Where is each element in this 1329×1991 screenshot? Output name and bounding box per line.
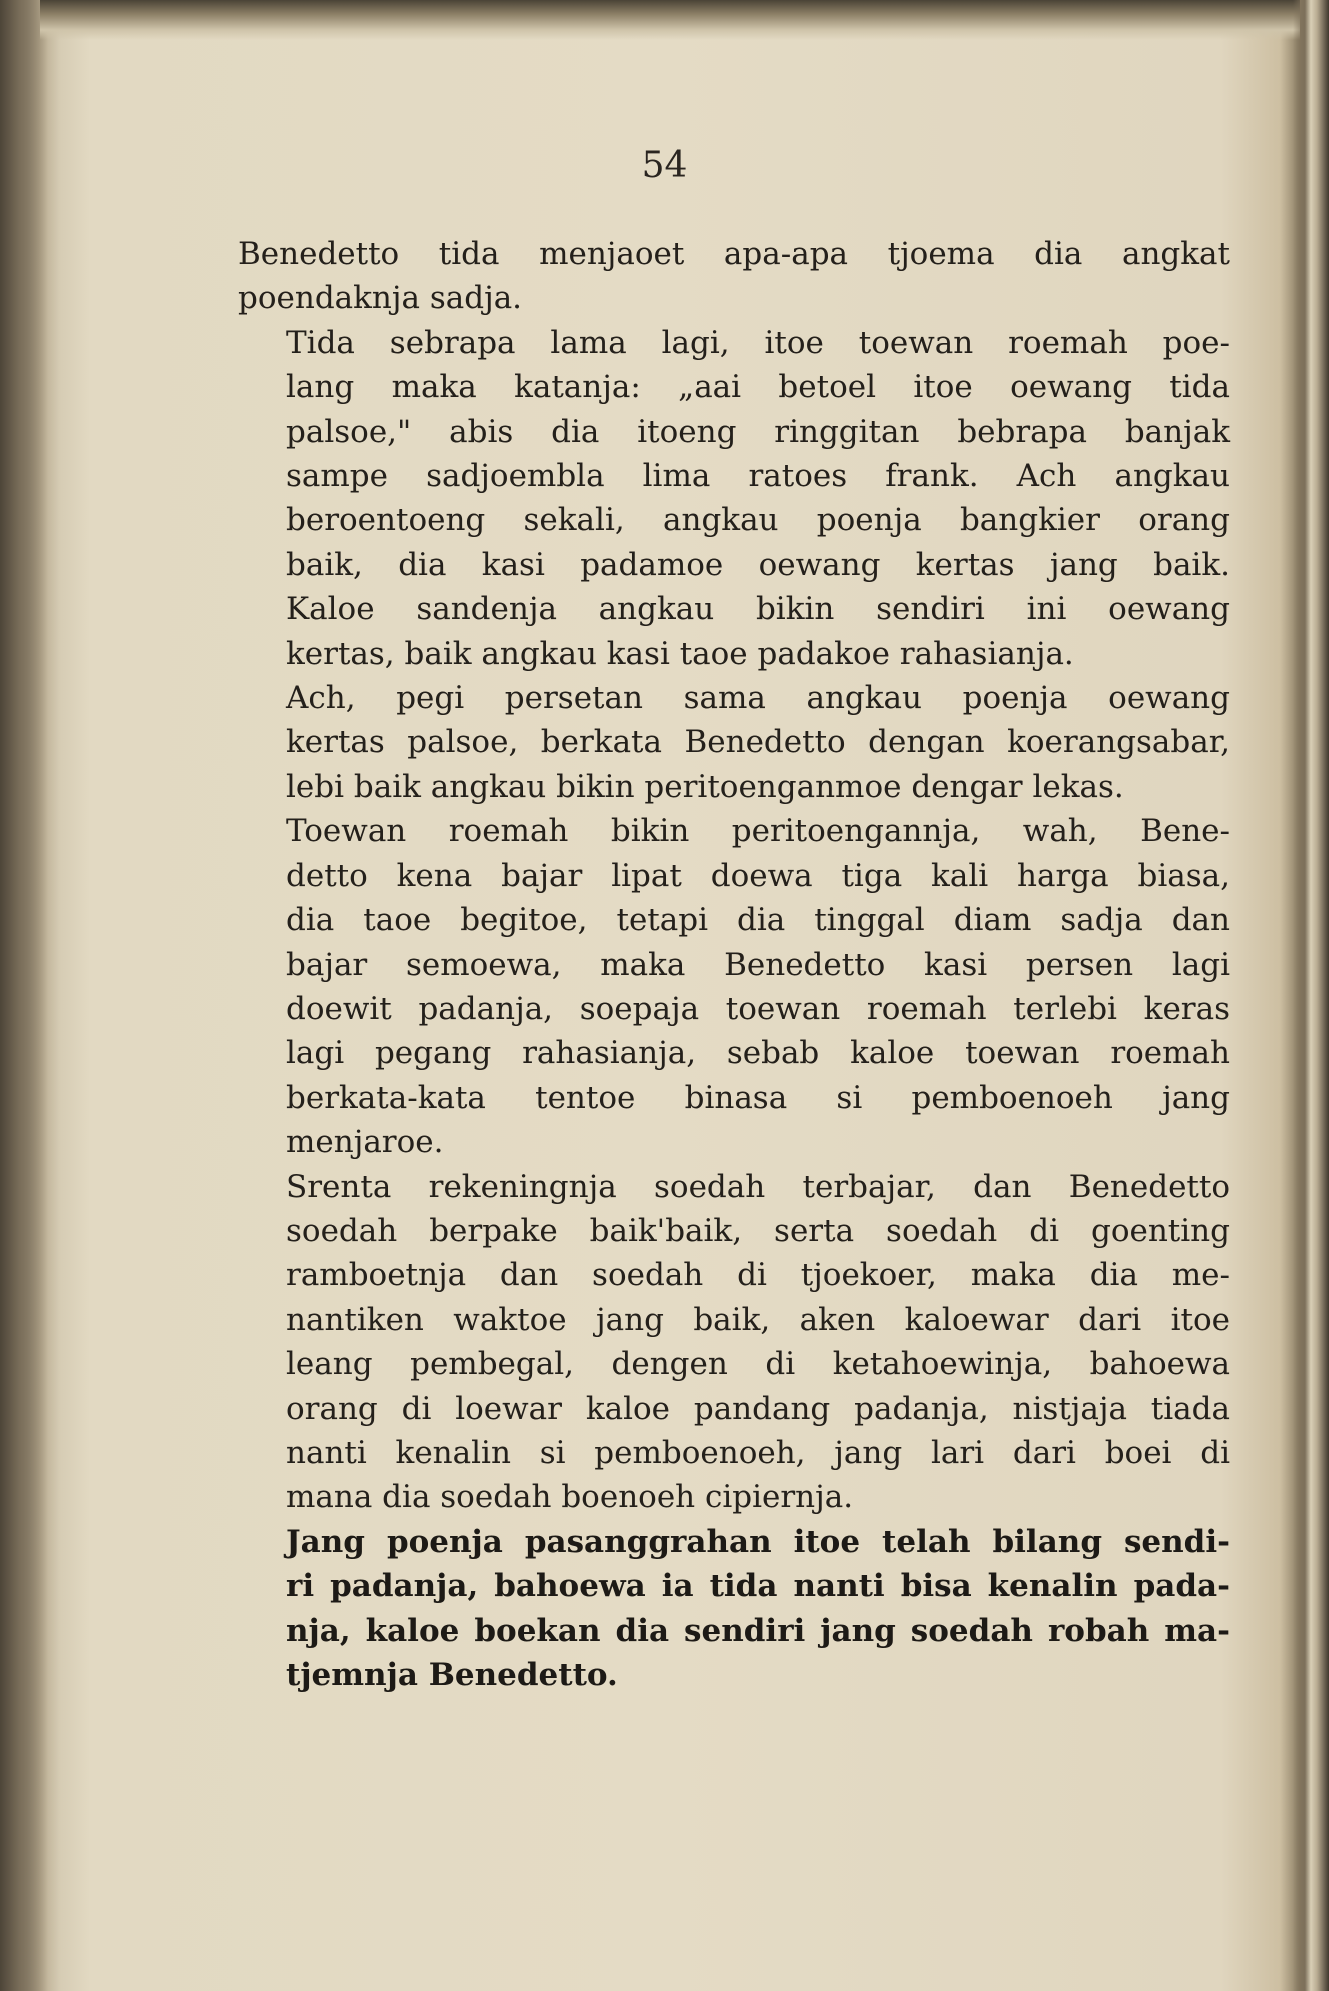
text-line: soedah berpake baik'baik, serta soedah di goenting xyxy=(286,1212,1230,1249)
text-line: tjemnja Benedetto. xyxy=(286,1657,618,1693)
page-number: 54 xyxy=(641,145,688,186)
text-line: beroentoeng sekali, angkau poenja bangkier orang xyxy=(286,502,1230,539)
text-line: ramboetnja dan soedah di tjoekoer, maka dia me- xyxy=(286,1257,1230,1294)
text-line: leang pembegal, dengen di ketahoewinja, bahoewa xyxy=(286,1346,1230,1383)
text-line: Jang poenja pasanggrahan itoe telah bilang sendi- xyxy=(286,1523,1230,1560)
text-line: poendaknja sadja. xyxy=(238,280,523,317)
text-line: doewit padanja, soepaja toewan roemah terlebi keras xyxy=(286,990,1230,1027)
text-line: sampe sadjoembla lima ratoes frank. Ach angkau xyxy=(286,458,1230,495)
text-line: Tida sebrapa lama lagi, itoe toewan roemah poe- xyxy=(286,324,1230,361)
paragraph xyxy=(238,1165,1230,1520)
text-line: dia taoe begitoe, tetapi dia tinggal diam sadja dan xyxy=(286,902,1230,939)
paragraph xyxy=(238,232,1230,321)
book-spine-shadow xyxy=(0,0,48,1991)
paragraph xyxy=(238,1520,1230,1698)
paragraph xyxy=(238,676,1230,809)
text-line: kertas, baik angkau kasi taoe padakoe rahasianja. xyxy=(286,635,1074,672)
text-line: detto kena bajar lipat doewa tiga kali harga biasa, xyxy=(286,857,1230,894)
text-line: Srenta rekeningnja soedah terbajar, dan Benedetto xyxy=(286,1168,1230,1205)
text-line: nantiken waktoe jang baik, aken kaloewar dari itoe xyxy=(286,1301,1230,1338)
text-line: nja, kaloe boekan dia sendiri jang soedah robah ma- xyxy=(286,1612,1230,1649)
body-text xyxy=(238,232,1230,1697)
paragraph xyxy=(238,809,1230,1164)
page-top-edge xyxy=(40,0,1300,40)
text-line: berkata-kata tentoe binasa si pemboenoeh jang xyxy=(286,1079,1230,1116)
text-line: baik, dia kasi padamoe oewang kertas jang baik. xyxy=(286,546,1230,583)
text-line: lagi pegang rahasianja, sebab kaloe toewan roemah xyxy=(286,1035,1230,1072)
text-line: Kaloe sandenja angkau bikin sendiri ini oewang xyxy=(286,591,1230,628)
text-line: Toewan roemah bikin peritoengannja, wah, Bene- xyxy=(286,813,1230,850)
paragraph xyxy=(238,321,1230,676)
text-line: Benedetto tida menjaoet apa-apa tjoema dia angkat xyxy=(238,236,1230,272)
text-line: Ach, pegi persetan sama angkau poenja oewang xyxy=(286,680,1230,717)
text-line: kertas palsoe, berkata Benedetto dengan koerangsabar, xyxy=(286,724,1230,761)
text-line: lebi baik angkau bikin peritoenganmoe dengar lekas. xyxy=(286,768,1124,805)
text-line: nanti kenalin si pemboenoeh, jang lari dari boei di xyxy=(286,1434,1230,1471)
text-line: menjaroe. xyxy=(286,1124,444,1161)
text-line: orang di loewar kaloe pandang padanja, nistjaja tiada xyxy=(286,1390,1230,1427)
text-line: bajar semoewa, maka Benedetto kasi persen lagi xyxy=(286,946,1230,983)
page-right-edge xyxy=(1293,0,1329,1991)
text-line: lang maka katanja: „aai betoel itoe oewang tida xyxy=(286,369,1230,406)
text-line: ri padanja, bahoewa ia tida nanti bisa kenalin pada- xyxy=(286,1568,1230,1605)
text-line: mana dia soedah boenoeh cipiernja. xyxy=(286,1479,854,1516)
text-line: palsoe," abis dia itoeng ringgitan bebrapa banjak xyxy=(286,413,1230,450)
